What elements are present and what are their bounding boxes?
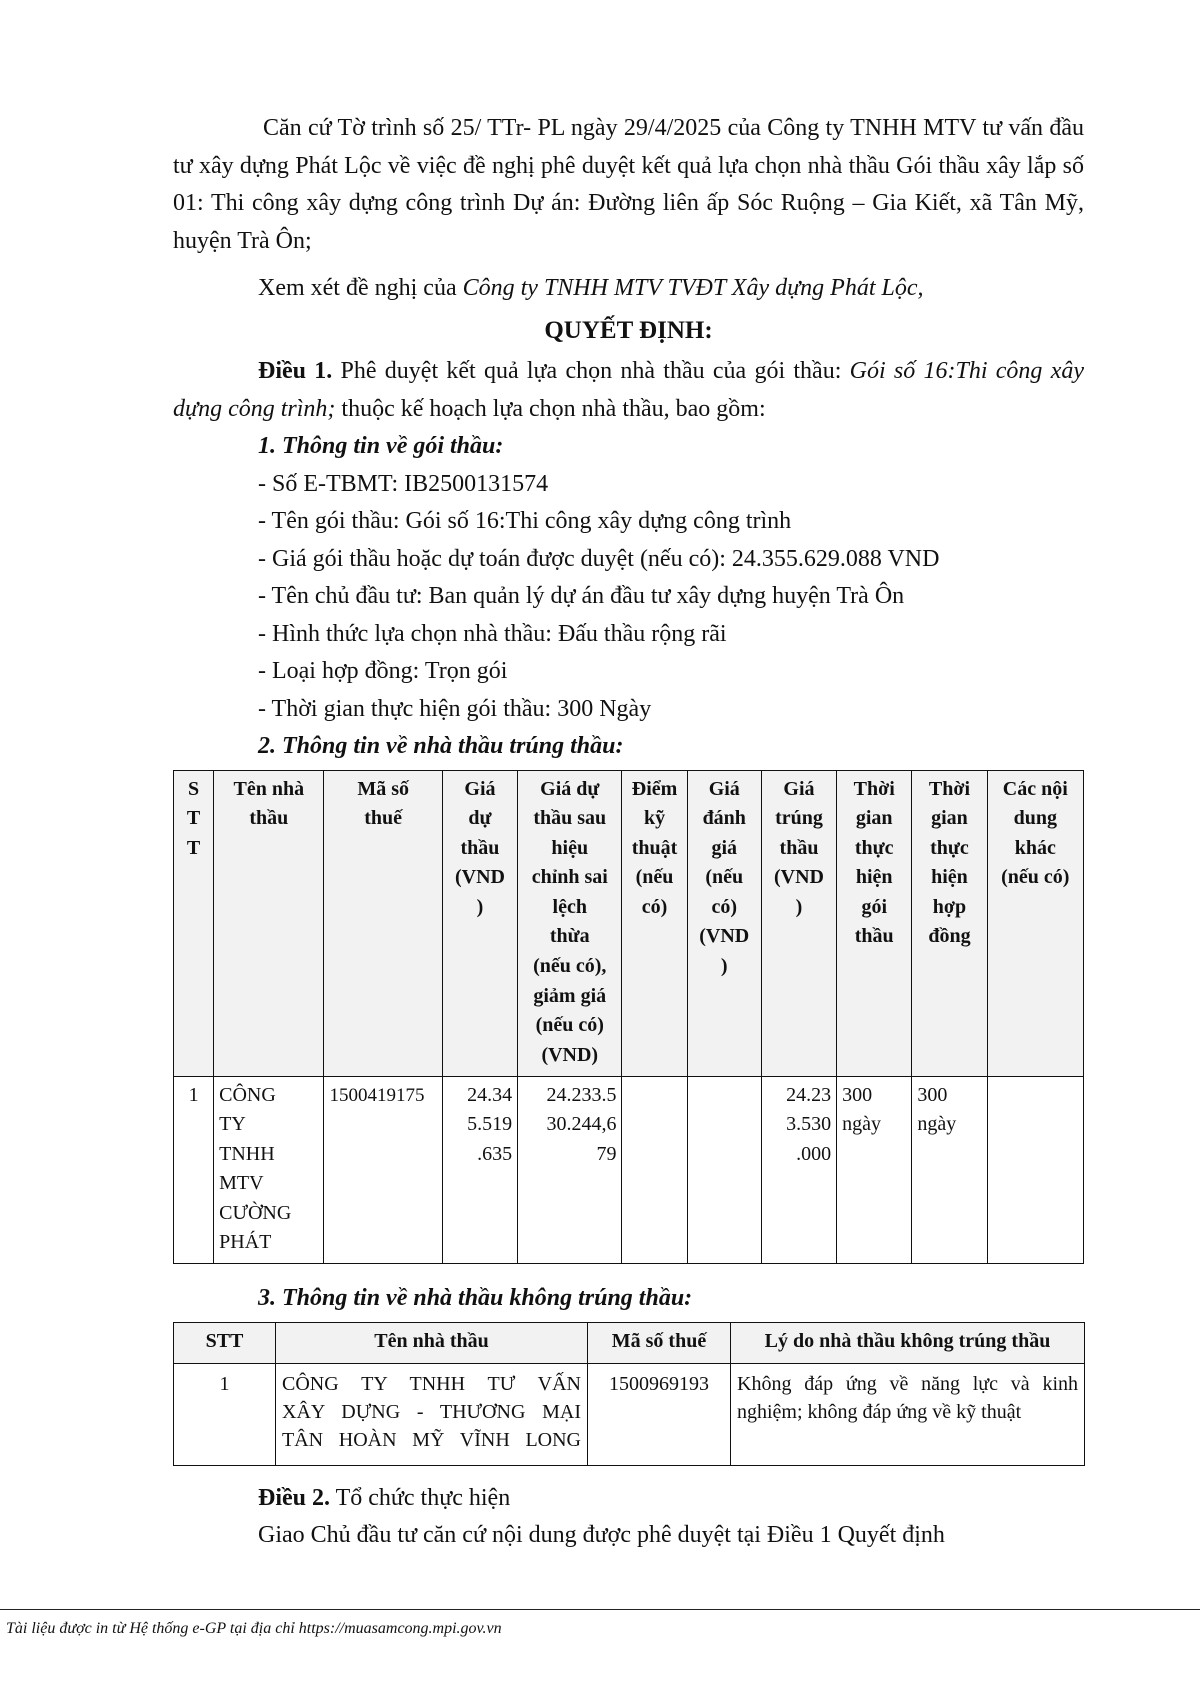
consideration-prefix: Xem xét đề nghị của	[258, 275, 463, 301]
package-info-item: - Số E-TBMT: IB2500131574	[258, 470, 549, 497]
header-cell: Tên nhà thầu	[214, 770, 324, 1076]
cell-adjusted-price: 24.233.5 30.244,6 79	[518, 1076, 622, 1264]
paragraph-consideration	[173, 270, 1084, 308]
section-2-title: 2. Thông tin về nhà thầu trúng thầu:	[258, 733, 624, 759]
package-info-item: - Tên chủ đầu tư: Ban quản lý dự án đầu tư xây dựng huyện Trà Ôn	[258, 583, 905, 609]
section-3-title: 3. Thông tin về nhà thầu không trúng thầu:	[258, 1285, 693, 1312]
reason-line: Không đáp ứng về năng lực và kinh	[737, 1372, 1078, 1395]
header-cell: Thời gian thực hiện hợp đồng	[912, 770, 987, 1076]
header-cell: Giá dự thầu sau hiệu chỉnh sai lệch thừa (nếu có), giảm giá (nếu có) (VND)	[518, 770, 622, 1076]
name-line: XÂY DỰNG - THƯƠNG MẠI	[282, 1400, 581, 1423]
name-line: TÂN HOÀN MỸ VĨNH LONG	[282, 1428, 581, 1451]
package-info-item: - Hình thức lựa chọn nhà thầu: Đấu thầu rộng rãi	[258, 620, 727, 647]
cell-contractor-name: CÔNG TY TNHH MTV CƯỜNG PHÁT	[214, 1076, 324, 1264]
cell-stt: 1	[174, 1363, 276, 1465]
header-cell: Tên nhà thầu	[276, 1322, 588, 1363]
name-line: CÔNG TY TNHH TƯ VẤN	[282, 1372, 581, 1395]
header-cell: Giá trúng thầu (VND )	[761, 770, 836, 1076]
loser-table-header	[174, 1322, 1085, 1363]
header-cell: Giá đánh giá (nếu có) (VND )	[687, 770, 761, 1076]
article-1-label: Điều 1.	[258, 358, 333, 384]
header-cell: STT	[174, 1322, 276, 1363]
document-body	[173, 110, 1084, 1555]
footer-note: Tài liệu được in từ Hệ thống e-GP tại địa chỉ https://muasamcong.mpi.gov.vn	[6, 1620, 502, 1637]
package-info-item: - Loại hợp đồng: Trọn gói	[258, 658, 508, 684]
table-row	[174, 1076, 1084, 1264]
section-1-title: 1. Thông tin về gói thầu:	[258, 433, 504, 459]
cell-tax-code: 1500419175	[324, 1076, 442, 1264]
paragraph-basis: Căn cứ Tờ trình số 25/ TTr- PL ngày 29/4/2025 của Công ty TNHH MTV tư vấn đầu tư xây dựng Phát Lộc về việc đề nghị phê duyệt kết quả lựa chọn nhà thầu Gói thầu xây lắp số 01: Thi công xây dựng công trình Dự án: Đường liên ấp Sóc Ruộng – Gia Kiết, xã Tân Mỹ, huyện Trà Ôn;	[173, 115, 1084, 254]
article-1-tail: thuộc kế hoạch lựa chọn nhà thầu, bao gồm:	[335, 395, 766, 422]
table-row	[174, 1363, 1085, 1465]
cell-contractor-name	[276, 1363, 588, 1465]
header-cell: Thời gian thực hiện gói thầu	[837, 770, 912, 1076]
package-info-list	[173, 466, 1084, 729]
cell-contract-duration: 300 ngày	[912, 1076, 987, 1264]
cell-evaluated-price	[687, 1076, 761, 1264]
package-info-item: - Giá gói thầu hoặc dự toán được duyệt (nếu có): 24.355.629.088 VND	[258, 545, 940, 572]
header-cell: Lý do nhà thầu không trúng thầu	[731, 1322, 1085, 1363]
cell-other	[987, 1076, 1083, 1264]
winner-table-header	[174, 770, 1084, 1076]
package-info-item: - Thời gian thực hiện gói thầu: 300 Ngày	[258, 695, 652, 722]
article-2-text: Tổ chức thực hiện	[330, 1484, 511, 1511]
cell-tax-code: 1500969193	[588, 1363, 731, 1465]
article-2-line: Giao Chủ đầu tư căn cứ nội dung được phê duyệt tại Điều 1 Quyết định	[258, 1522, 945, 1549]
cell-bid-price: 24.34 5.519 .635	[442, 1076, 517, 1264]
header-cell: Giá dự thầu (VND )	[442, 770, 517, 1076]
loser-table	[173, 1322, 1085, 1466]
cell-reason	[731, 1363, 1085, 1465]
header-cell: Điểm kỹ thuật (nếu có)	[622, 770, 687, 1076]
header-cell: Mã số thuế	[588, 1322, 731, 1363]
reason-line: nghiệm; không đáp ứng về kỹ thuật	[737, 1400, 1022, 1423]
header-cell: S T T	[174, 770, 214, 1076]
consideration-company: Công ty TNHH MTV TVĐT Xây dựng Phát Lộc,	[462, 275, 924, 301]
article-2	[173, 1480, 1084, 1518]
cell-stt: 1	[174, 1076, 214, 1264]
article-1	[173, 353, 1084, 428]
footer-divider	[0, 1609, 1200, 1610]
article-2-label: Điều 2.	[258, 1484, 330, 1511]
article-1-package: Gói số 16:Thi công xây dựng công trình;	[173, 358, 1084, 422]
decision-title: QUYẾT ĐỊNH:	[544, 316, 713, 344]
article-1-text: Phê duyệt kết quả lựa chọn nhà thầu của gói thầu:	[332, 358, 850, 384]
cell-technical-score	[622, 1076, 687, 1264]
package-info-item: - Tên gói thầu: Gói số 16:Thi công xây dựng công trình	[258, 508, 792, 534]
cell-winning-price: 24.23 3.530 .000	[761, 1076, 836, 1264]
header-cell: Các nội dung khác (nếu có)	[987, 770, 1083, 1076]
cell-package-duration: 300 ngày	[837, 1076, 912, 1264]
header-cell: Mã số thuế	[324, 770, 442, 1076]
winner-table	[173, 770, 1084, 1265]
